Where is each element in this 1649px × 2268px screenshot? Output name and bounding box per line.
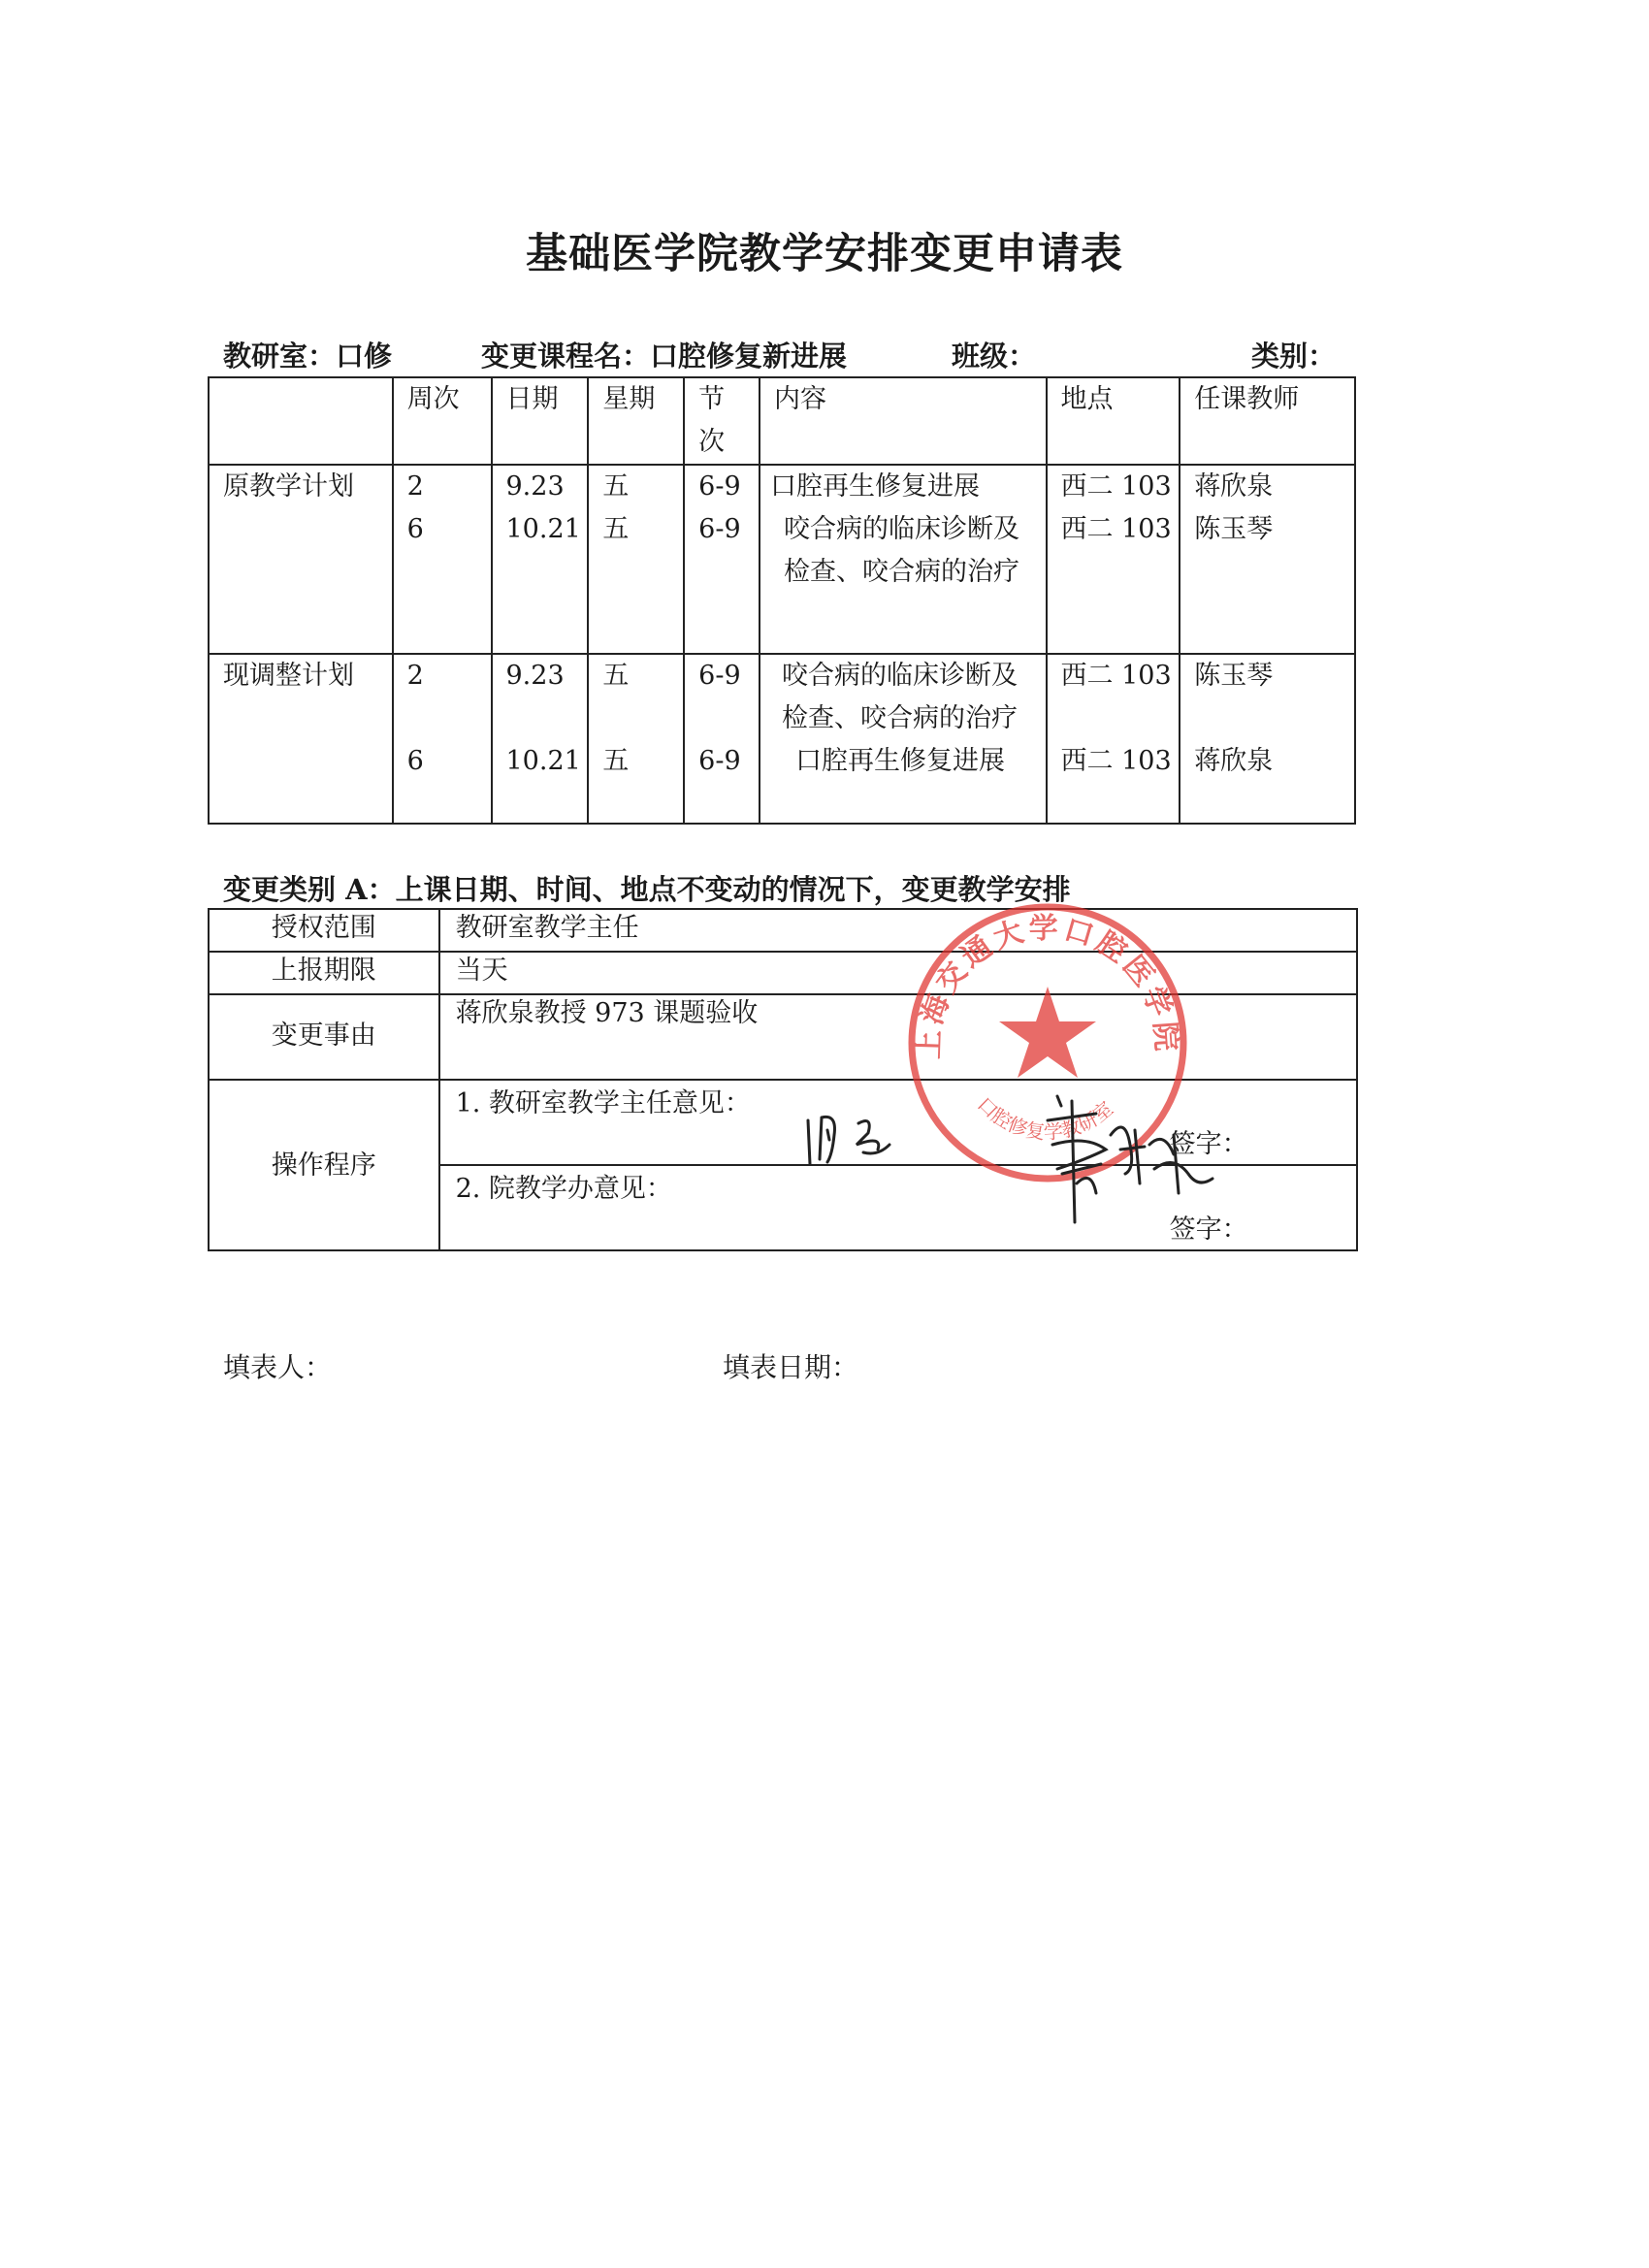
deadline-value: 当天 (455, 956, 508, 986)
original-weekdays: 五 五 (602, 471, 630, 544)
reason-label: 变更事由 (271, 1021, 376, 1051)
scope-label: 授权范围 (271, 913, 376, 943)
col-header-week: 周次 (393, 377, 492, 465)
adjusted-plan-row (209, 654, 1355, 824)
procedure-step1-row (209, 1080, 1357, 1165)
reason-value: 蒋欣泉教授 973 课题验收 (455, 998, 759, 1028)
deadline-row (209, 952, 1357, 994)
section-a-heading: 变更类别 A：上课日期、时间、地点不变动的情况下，变更教学安排 (223, 873, 1071, 906)
step2-sign-label: 签字： (1169, 1215, 1248, 1245)
course-label: 变更课程名：口腔修复新进展 (481, 340, 848, 373)
adjusted-plan-label: 现调整计划 (223, 661, 354, 691)
original-periods: 6-9 6-9 (698, 471, 741, 544)
original-content: 口腔再生修复进展 咬合病的临床诊断及 检查、咬合病的治疗 (770, 471, 1020, 587)
filler-label: 填表人： (223, 1351, 333, 1383)
step2-label: 2. 院教学办意见： (455, 1174, 672, 1204)
original-teachers: 蒋欣泉 陈玉琴 (1194, 471, 1274, 544)
col-header-weekday: 星期 (588, 377, 684, 465)
step1-label: 1. 教研室教学主任意见： (455, 1088, 751, 1118)
procedure-label: 操作程序 (271, 1150, 376, 1181)
plan-table (208, 376, 1356, 825)
seal-text: 上海交通大学口腔医学院 (912, 911, 1183, 1060)
col-header-period: 节 次 (684, 377, 760, 465)
original-plan-label: 原教学计划 (223, 471, 354, 502)
adjusted-locations: 西二 103 西二 103 (1060, 661, 1172, 776)
original-dates: 9.23 10.21 (505, 471, 581, 544)
adjusted-teachers: 陈玉琴 蒋欣泉 (1194, 661, 1274, 776)
adjusted-periods: 6-9 6-9 (698, 661, 741, 776)
form-title: 基础医学院教学安排变更申请表 (526, 230, 1123, 278)
scope-row (209, 909, 1357, 952)
blank-header-cell (209, 377, 393, 465)
deadline-label: 上报期限 (271, 956, 376, 986)
dept-label: 教研室：口修 (223, 340, 393, 373)
col-header-content: 内容 (760, 377, 1046, 465)
adjusted-weeks: 2 6 (406, 661, 424, 776)
seal-inner-text: 口腔修复学教研室 (972, 1092, 1118, 1145)
col-header-date: 日期 (492, 377, 589, 465)
table-header-row (209, 377, 1355, 465)
col-header-teacher: 任课教师 (1180, 377, 1355, 465)
original-locations: 西二 103 西二 103 (1060, 471, 1172, 544)
step1-sign-label: 签字： (1169, 1129, 1248, 1159)
reason-row (209, 994, 1357, 1080)
adjusted-content: 咬合病的临床诊断及 检查、咬合病的治疗 口腔再生修复进展 (782, 661, 1018, 776)
adjusted-dates: 9.23 10.21 (505, 661, 581, 776)
original-plan-row (209, 465, 1355, 654)
section-a-table (208, 908, 1358, 1251)
adjusted-weekdays: 五 五 (602, 661, 630, 776)
fill-date-label: 填表日期： (723, 1351, 859, 1383)
original-weeks: 2 6 (406, 471, 424, 544)
category-label: 类别： (1251, 340, 1337, 373)
class-label: 班级： (952, 340, 1037, 373)
scope-value: 教研室教学主任 (455, 913, 639, 943)
col-header-location: 地点 (1047, 377, 1180, 465)
